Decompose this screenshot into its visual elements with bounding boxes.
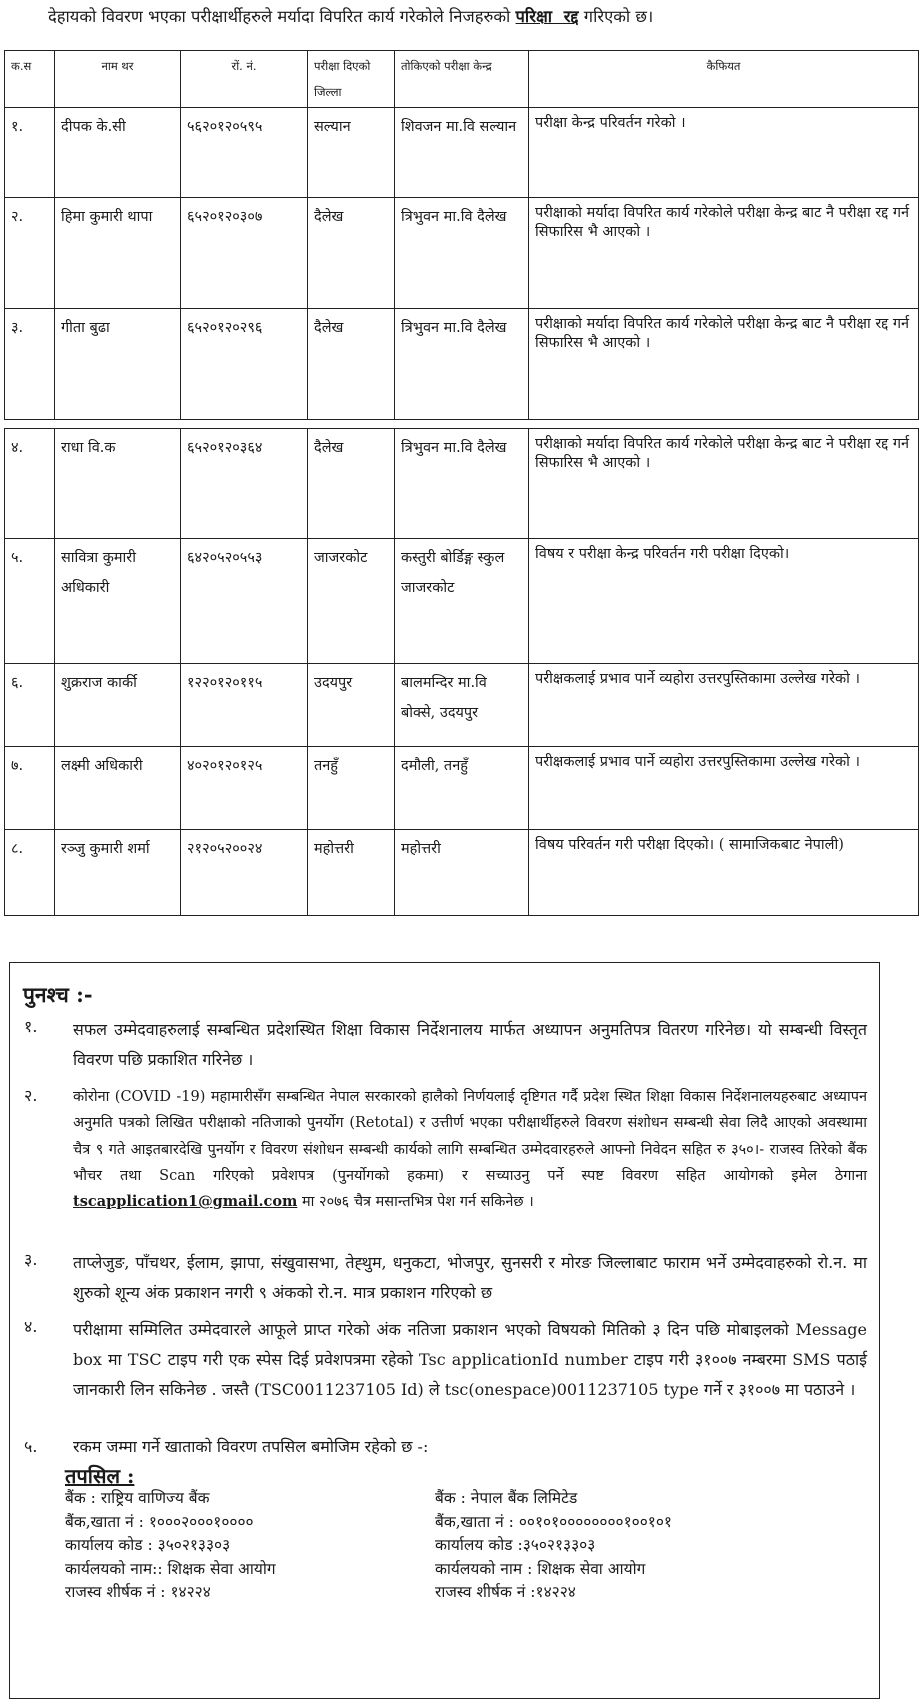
cell-remark: विषय परिवर्तन गरी परीक्षा दिएको। ( सामाजिकबाट नेपाली)	[529, 830, 919, 916]
cell-sn: ६.	[5, 664, 55, 747]
cell-sn: ५.	[5, 539, 55, 664]
cell-roll: १२२०१२०११५	[181, 664, 308, 747]
header-district-line2: जिल्ला	[314, 85, 342, 99]
cell-remark: परीक्षकलाई प्रभाव पार्ने व्यहोरा उत्तरपुस्तिकामा उल्लेख गरेको ।	[529, 664, 919, 747]
note-1	[20, 1015, 867, 1075]
cell-sn: १.	[5, 108, 55, 198]
cell-roll: ५६२०१२०५९५	[181, 108, 308, 198]
header-name: नाम थर	[55, 51, 181, 108]
header-sn: क.स	[5, 51, 55, 108]
cell-name: दीपक के.सी	[55, 108, 181, 198]
office-name: कार्यलयको नाम : शिक्षक सेवा आयोग	[435, 1559, 646, 1578]
note-5	[20, 1435, 867, 1457]
note-number: ३.	[24, 1250, 38, 1269]
cell-district: तनहुँ	[308, 747, 395, 830]
results-table-part-2	[4, 428, 919, 916]
table-row	[5, 664, 919, 747]
header-district-line1: परीक्षा दिएको	[314, 59, 371, 73]
cell-name: गीता बुढा	[55, 309, 181, 420]
table-row	[5, 539, 919, 664]
intro-line	[48, 4, 653, 27]
cell-name: लक्ष्मी अधिकारी	[55, 747, 181, 830]
header-remark: कैफियत	[529, 51, 919, 108]
note-number: २.	[24, 1086, 38, 1105]
note-text	[73, 1084, 867, 1215]
note-number: ४.	[24, 1317, 38, 1336]
cell-district: दैलेख	[308, 429, 395, 539]
cell-sn: २.	[5, 198, 55, 309]
cell-center: त्रिभुवन मा.वि दैलेख	[395, 309, 529, 420]
cell-remark: परीक्षा केन्द्र परिवर्तन गरेको ।	[529, 108, 919, 198]
cell-remark: परीक्षाको मर्यादा विपरित कार्य गरेकोले परीक्षा केन्द्र बाट नै परीक्षा रद्द गर्न सिफारिस भै आएको ।	[529, 198, 919, 309]
header-center: तोकिएको परीक्षा केन्द्र	[395, 51, 529, 108]
cell-roll: ६५२०१२०२९६	[181, 309, 308, 420]
email-link[interactable]: tscapplication1@gmail.com	[73, 1193, 298, 1211]
cell-center: त्रिभुवन मा.वि दैलेख	[395, 198, 529, 309]
bank-name: बैंक : राष्ट्रिय वाणिज्य बैंक	[65, 1489, 210, 1507]
cell-sn: ७.	[5, 747, 55, 830]
cell-center: शिवजन मा.वि सल्यान	[395, 108, 529, 198]
cell-district: सल्यान	[308, 108, 395, 198]
cell-sn: ८.	[5, 830, 55, 916]
intro-bold: परिक्षा रद्द	[515, 7, 579, 26]
cell-roll: ६५२०१२०३०७	[181, 198, 308, 309]
intro-text: देहायको विवरण भएका परीक्षार्थीहरुले मर्यादा विपरित कार्य गरेकोले निजहरुको	[48, 7, 516, 26]
table-header-row	[5, 51, 919, 108]
bank-account: बैंक,खाता नं : ००१०१००००००००१००१०१	[435, 1512, 672, 1531]
table-row	[5, 108, 919, 198]
note-number: १.	[24, 1017, 38, 1036]
note-text: रकम जम्मा गर्ने खाताको विवरण तपसिल बमोजिम रहेको छ -:	[73, 1437, 429, 1456]
cell-center: त्रिभुवन मा.वि दैलेख	[395, 429, 529, 539]
cell-roll: २१२०५२००२४	[181, 830, 308, 916]
cell-district: दैलेख	[308, 198, 395, 309]
intro-suffix: गरिएको छ।	[578, 7, 654, 26]
note-text: परीक्षामा सम्मिलित उम्मेदवारले आफूले प्राप्त गरेको अंक नतिजा प्रकाशन भएको विषयको मितिको ३ दिन पछि मोबाइलको Message box मा TSC टाइप गरी एक स्पेस दिई प्रवेशपत्रमा रहेको Tsc applicationId number टाइप गरी ३१००७ नम्बरमा SMS पठाई जानकारी लिन सकिनेछ . जस्तै (TSC0011237105 Id) ले tsc(onespace)0011237105 type गर्ने र ३१००७ मा पठाउने ।	[73, 1320, 867, 1399]
cell-district: उदयपुर	[308, 664, 395, 747]
bank-account: बैंक,खाता नं : १०००२०००१००००	[65, 1512, 254, 1531]
table-row	[5, 309, 919, 420]
note-4	[20, 1315, 867, 1405]
note-number: ५.	[24, 1437, 38, 1456]
cell-roll: ४०२०१२०१२५	[181, 747, 308, 830]
note-text-part: कोरोना (COVID -19) महामारीसँग सम्बन्धित नेपाल सरकारको हालैको निर्णयलाई दृष्टिगत गर्दै प्रदेश स्थित शिक्षा विकास निर्देशनालयहरुबाट अध्यापन अनुमति पत्रको लिखित परीक्षाको नतिजाको पुनर्योग (Retotal) र उत्तीर्ण भएका परीक्षार्थीहरुले विवरण संशोधन सम्बन्धी सेवा लिदै आएको अवस्थामा चैत्र ९ गते आइतबारदेखि पुनर्योग र विवरण संशोधन सम्बन्धी कार्यको लागि सम्बन्धित उम्मेदवारहरुले आफ्नो निवेदन सहित रु ३५०।- राजस्व तिरेको बैंक भौचर तथा Scan गरिएको प्रवेशपत्र (पुनर्योगको हकमा) र सच्याउनु पर्ने स्पष्ट विवरण सहित आयोगको इमेल ठेगाना	[73, 1089, 867, 1184]
table-row	[5, 747, 919, 830]
table-row	[5, 429, 919, 539]
header-district	[308, 51, 395, 108]
postscript-title: पुनश्च :-	[23, 982, 93, 1007]
results-table-part-1	[4, 50, 919, 420]
cell-roll: ६५२०१२०३६४	[181, 429, 308, 539]
tapasil-heading: तपसिल :	[65, 1464, 135, 1488]
office-name: कार्यलयको नाम:: शिक्षक सेवा आयोग	[65, 1559, 276, 1578]
bank-details-right	[435, 1487, 672, 1605]
office-code: कार्यालय कोड : ३५०२१३३०३	[65, 1536, 231, 1554]
revenue-head: राजस्व शीर्षक नं :१४२२४	[435, 1583, 576, 1601]
cell-name: राधा वि.क	[55, 429, 181, 539]
table-row	[5, 198, 919, 309]
cell-sn: ३.	[5, 309, 55, 420]
postscript-box	[9, 962, 880, 1699]
revenue-head: राजस्व शीर्षक नं : १४२२४	[65, 1583, 211, 1601]
bank-details-left	[65, 1487, 276, 1605]
cell-remark: परीक्षाको मर्यादा विपरित कार्य गरेकोले परीक्षा केन्द्र बाट ने परीक्षा रद्द गर्न सिफारिस भै आएको ।	[529, 429, 919, 539]
cell-district: दैलेख	[308, 309, 395, 420]
cell-center: बालमन्दिर मा.वि बोक्से, उदयपुर	[395, 664, 529, 747]
table-row	[5, 830, 919, 916]
cell-name: हिमा कुमारी थापा	[55, 198, 181, 309]
cell-roll: ६४२०५२०५५३	[181, 539, 308, 664]
note-text: सफल उम्मेदवाहरुलाई सम्बन्धित प्रदेशस्थित शिक्षा विकास निर्देशनालय मार्फत अध्यापन अनुमतिपत्र वितरण गरिनेछ। यो सम्बन्धी विस्तृत विवरण पछि प्रकाशित गरिनेछ ।	[73, 1020, 867, 1069]
cell-remark: परीक्षकलाई प्रभाव पार्ने व्यहोरा उत्तरपुस्तिकामा उल्लेख गरेको ।	[529, 747, 919, 830]
cell-name: सावित्रा कुमारी अधिकारी	[55, 539, 181, 664]
office-code: कार्यालय कोड :३५०२१३३०३	[435, 1536, 596, 1554]
header-roll: रों. नं.	[181, 51, 308, 108]
note-text-part: मा २०७६ चैत्र मसान्तभित्र पेश गर्न सकिनेछ ।	[297, 1194, 534, 1211]
cell-remark: परीक्षाको मर्यादा विपरित कार्य गरेकोले परीक्षा केन्द्र बाट नै परीक्षा रद्द गर्न सिफारिस भै आएको ।	[529, 309, 919, 420]
cell-center: कस्तुरी बोर्डिङ्ग स्कुल जाजरकोट	[395, 539, 529, 664]
cell-district: जाजरकोट	[308, 539, 395, 664]
bank-name: बैंक : नेपाल बैंक लिमिटेड	[435, 1489, 578, 1507]
note-2	[20, 1084, 867, 1215]
note-3	[20, 1248, 867, 1308]
cell-name: रञ्जु कुमारी शर्मा	[55, 830, 181, 916]
cell-center: दमौली, तनहुँ	[395, 747, 529, 830]
note-text: ताप्लेजुङ, पाँचथर, ईलाम, झापा, संखुवासभा, तेह्थुम, धनुकटा, भोजपुर, सुनसरी र मोरङ जिल्लाबाट फाराम भर्ने उम्मेदवाहरुको रो.न. मा शुरुको शून्य अंक प्रकाशन नगरी ९ अंकको रो.न. मात्र प्रकाशन गरिएको छ	[73, 1253, 867, 1302]
cell-center: महोत्तरी	[395, 830, 529, 916]
cell-remark: विषय र परीक्षा केन्द्र परिवर्तन गरी परीक्षा दिएको।	[529, 539, 919, 664]
cell-name: शुक्रराज कार्की	[55, 664, 181, 747]
cell-district: महोत्तरी	[308, 830, 395, 916]
cell-sn: ४.	[5, 429, 55, 539]
